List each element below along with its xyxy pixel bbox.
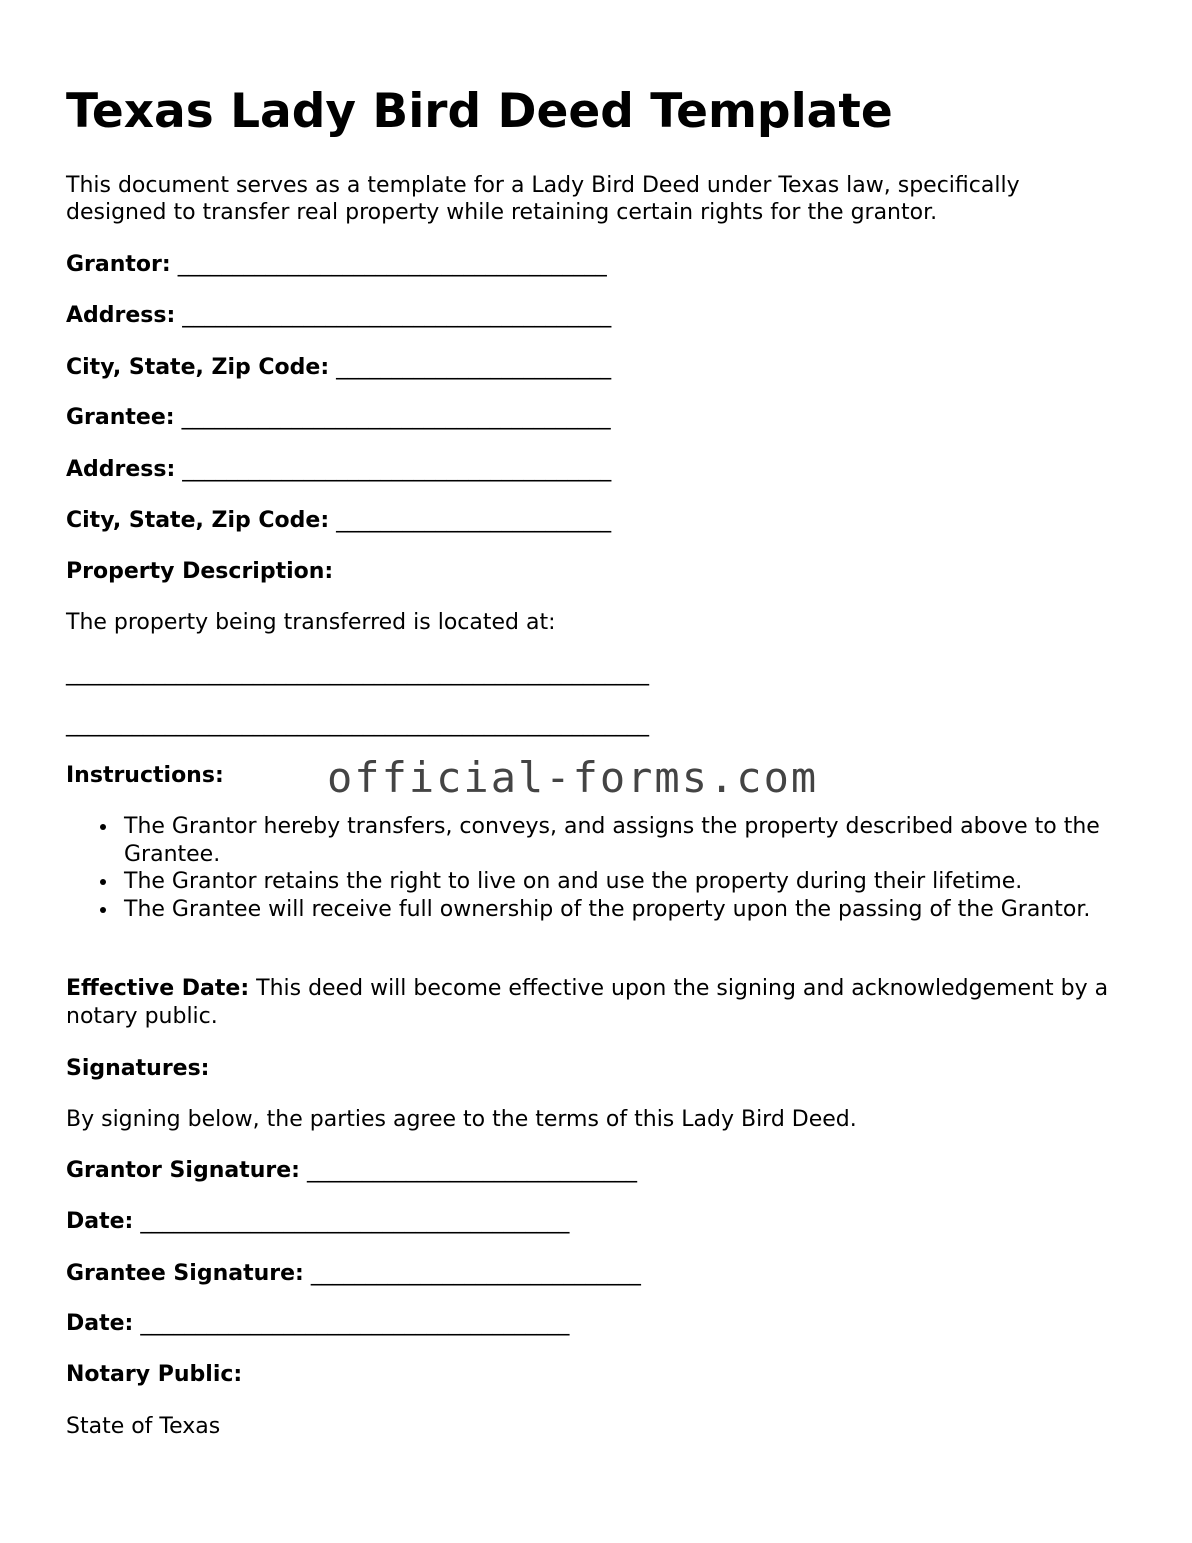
- grantee-label: Grantee:: [66, 405, 175, 430]
- list-item: The Grantee will receive full ownership of the property upon the passing of the Grantor.: [124, 896, 1126, 924]
- notary-public-heading: Notary Public:: [66, 1362, 243, 1387]
- property-located-text: The property being transferred is located at:: [66, 610, 556, 635]
- grantee-signature-label: Grantee Signature:: [66, 1261, 304, 1286]
- notary-state-text: State of Texas: [66, 1414, 221, 1439]
- instructions-list: [66, 813, 1126, 923]
- intro-paragraph: This document serves as a template for a Lady Bird Deed under Texas law, specifically designed to transfer real property while retaining certain rights for the grantor.: [66, 173, 1020, 225]
- grantor-signature-field: [66, 1157, 637, 1184]
- property-description-heading: Property Description:: [66, 559, 334, 584]
- grantee-address-label: Address:: [66, 457, 176, 482]
- grantor-field: [66, 251, 607, 278]
- signatures-heading: Signatures:: [66, 1056, 210, 1081]
- list-item: The Grantor hereby transfers, conveys, and assigns the property described above to the Grantee.: [124, 813, 1126, 868]
- grantor-signature-label: Grantor Signature:: [66, 1158, 300, 1183]
- grantor-date-field: [66, 1208, 569, 1235]
- grantee-city-label: City, State, Zip Code:: [66, 508, 330, 533]
- effective-date-label: Effective Date:: [66, 976, 250, 1001]
- grantee-date-blank[interactable]: _______________________________________: [140, 1311, 570, 1336]
- grantor-address-label: Address:: [66, 303, 176, 328]
- grantor-date-label: Date:: [66, 1209, 134, 1234]
- property-blank-line-1[interactable]: _____________________________________________________: [66, 661, 649, 686]
- grantee-city-blank[interactable]: _________________________: [336, 508, 612, 533]
- grantor-signature-blank[interactable]: ______________________________: [306, 1158, 637, 1183]
- grantor-city-blank[interactable]: _________________________: [336, 355, 612, 380]
- grantor-address-field: [66, 302, 611, 329]
- grantee-date-label: Date:: [66, 1311, 134, 1336]
- grantee-city-field: [66, 507, 611, 534]
- list-item: The Grantor retains the right to live on and use the property during their lifetime.: [124, 868, 1126, 896]
- grantor-blank[interactable]: _______________________________________: [177, 252, 607, 277]
- grantee-signature-field: [66, 1260, 641, 1287]
- effective-date-paragraph: [66, 975, 1126, 1030]
- watermark-text: official-forms.com: [327, 753, 819, 802]
- grantee-address-field: [66, 456, 611, 483]
- instructions-heading: Instructions:: [66, 763, 224, 788]
- grantee-field: [66, 404, 611, 431]
- grantor-address-blank[interactable]: _______________________________________: [182, 303, 612, 328]
- document-title: Texas Lady Bird Deed Template: [66, 84, 893, 139]
- grantor-label: Grantor:: [66, 252, 171, 277]
- grantor-city-field: [66, 354, 611, 381]
- grantee-signature-blank[interactable]: ______________________________: [310, 1261, 641, 1286]
- grantor-date-blank[interactable]: _______________________________________: [140, 1209, 570, 1234]
- grantor-city-label: City, State, Zip Code:: [66, 355, 330, 380]
- grantee-blank[interactable]: _______________________________________: [181, 405, 611, 430]
- property-blank-line-2[interactable]: _____________________________________________________: [66, 712, 649, 737]
- grantee-address-blank[interactable]: _______________________________________: [182, 457, 612, 482]
- effective-date-text: This deed will become effective upon the signing and acknowledgement by a notary public.: [66, 976, 1109, 1029]
- signatures-text: By signing below, the parties agree to the terms of this Lady Bird Deed.: [66, 1107, 857, 1132]
- grantee-date-field: [66, 1310, 569, 1337]
